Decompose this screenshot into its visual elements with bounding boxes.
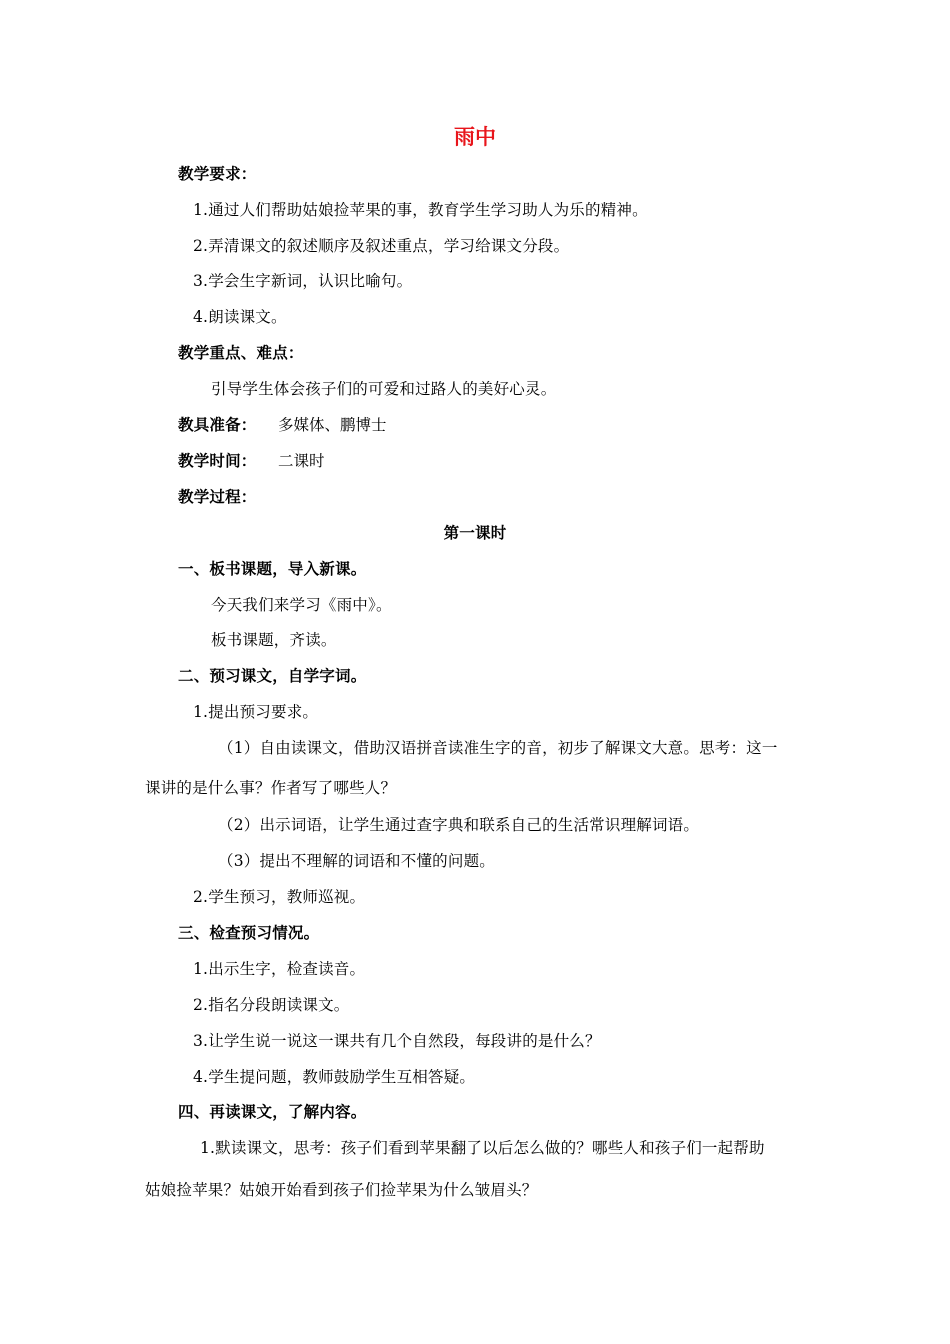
requirements-heading: 教学要求：	[178, 164, 257, 183]
section3-item: 4.学生提问题，教师鼓励学生互相答疑。	[193, 1068, 476, 1086]
section3-heading: 三、检查预习情况。	[178, 923, 320, 942]
section2-subitem-continued: 课讲的是什么事？作者写了哪些人？	[145, 779, 397, 797]
time-label: 教学时间：	[178, 451, 257, 470]
tools-value: 多媒体、鹏博士	[278, 416, 387, 434]
section1-heading: 一、板书课题，导入新课。	[178, 559, 367, 578]
requirement-item: 4.朗读课文。	[193, 308, 287, 326]
tools-label: 教具准备：	[178, 415, 257, 434]
section1-line: 今天我们来学习《雨中》。	[211, 596, 392, 614]
section2-heading: 二、预习课文，自学字词。	[178, 666, 367, 685]
section4-item: 1.默读课文，思考：孩子们看到苹果翻了以后怎么做的？哪些人和孩子们一起帮助	[200, 1139, 765, 1157]
section3-item: 3.让学生说一说这一课共有几个自然段，每段讲的是什么？	[193, 1032, 601, 1050]
key-points-text: 引导学生体会孩子们的可爱和过路人的美好心灵。	[211, 380, 557, 398]
section2-subitem: （1）自由读课文，借助汉语拼音读准生字的音，初步了解课文大意。思考：这一	[218, 739, 778, 757]
lesson1-heading: 第一课时	[443, 523, 507, 542]
section2-subitem: （3）提出不理解的词语和不懂的问题。	[218, 852, 495, 870]
section3-item: 1.出示生字，检查读音。	[193, 960, 366, 978]
key-points-heading: 教学重点、难点：	[178, 343, 304, 362]
process-heading: 教学过程：	[178, 487, 257, 506]
requirement-item: 1.通过人们帮助姑娘捡苹果的事，教育学生学习助人为乐的精神。	[193, 201, 648, 219]
document-title: 雨中	[454, 124, 496, 149]
section3-item: 2.指名分段朗读课文。	[193, 996, 350, 1014]
section4-heading: 四、再读课文，了解内容。	[178, 1102, 367, 1121]
time-value: 二课时	[278, 452, 325, 470]
requirement-item: 3.学会生字新词，认识比喻句。	[193, 272, 413, 290]
section4-item-continued: 姑娘捡苹果？姑娘开始看到孩子们捡苹果为什么皱眉头？	[145, 1181, 538, 1199]
section2-item: 2.学生预习，教师巡视。	[193, 888, 366, 906]
section1-line: 板书课题，齐读。	[211, 631, 337, 649]
section2-subitem: （2）出示词语，让学生通过查字典和联系自己的生活常识理解词语。	[218, 816, 700, 834]
section2-item: 1.提出预习要求。	[193, 703, 319, 721]
requirement-item: 2.弄清课文的叙述顺序及叙述重点，学习给课文分段。	[193, 237, 570, 255]
